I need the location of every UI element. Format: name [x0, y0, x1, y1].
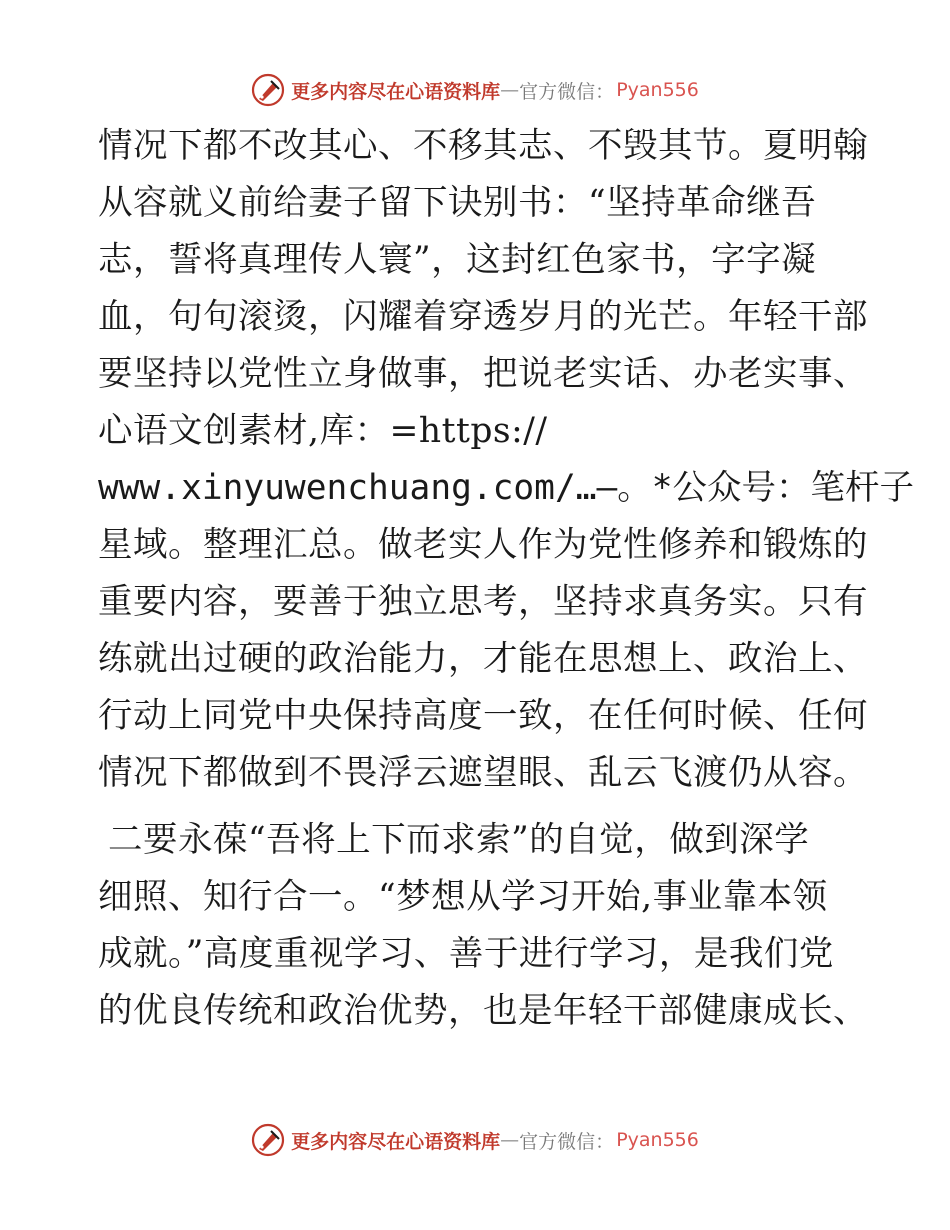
text-line-url: www.xinyuwenchuang.com/…—。*公众号：笔杆子 [98, 468, 915, 508]
header-banner [0, 70, 950, 110]
banner-wechat-handle: Pyan556 [616, 1129, 699, 1151]
banner-wechat-handle: Pyan556 [616, 79, 699, 101]
banner-wechat-label: 官方微信： [519, 80, 615, 103]
document-body [98, 118, 915, 1040]
banner-brand-text: 更多内容尽在心语资料库 [291, 80, 501, 103]
text-line: 志，誓将真理传人寰”，这封红色家书，字字凝 [98, 240, 817, 280]
pen-nib-logo-icon [251, 73, 285, 107]
text-line: 二要永葆“吾将上下而求索”的自觉，做到深学 [108, 820, 810, 860]
banner-wechat-label: 官方微信： [519, 1130, 615, 1153]
banner-brand-text: 更多内容尽在心语资料库 [291, 1130, 501, 1153]
text-line: 练就出过硬的政治能力，才能在思想上、政治上、 [98, 639, 868, 679]
text-line: 要坚持以党性立身做事，把说老实话、办老实事、 [98, 354, 868, 394]
pen-nib-logo-icon [251, 1123, 285, 1157]
text-line: 心语文创素材,库：=https:// [98, 411, 548, 451]
text-line: 星域。整理汇总。做老实人作为党性修养和锻炼的 [98, 525, 868, 565]
paragraph-1 [98, 118, 915, 802]
text-line: 情况下都不改其心、不移其志、不毁其节。夏明翰 [98, 126, 868, 166]
text-line: 成就。”高度重视学习、善于进行学习，是我们党 [98, 934, 834, 974]
text-line: 细照、知行合一。“梦想从学习开始,事业靠本领 [98, 877, 828, 917]
text-line: 重要内容，要善于独立思考，坚持求真务实。只有 [98, 582, 868, 622]
paragraph-2 [98, 812, 868, 1040]
text-line: 情况下都做到不畏浮云遮望眼、乱云飞渡仍从容。 [98, 753, 868, 793]
banner-dash: — [500, 79, 520, 101]
text-line: 从容就义前给妻子留下诀别书：“坚持革命继吾 [98, 183, 817, 223]
text-line: 的优良传统和政治优势，也是年轻干部健康成长、 [98, 991, 868, 1031]
footer-banner [0, 1120, 950, 1160]
text-line: 血，句句滚烫，闪耀着穿透岁月的光芒。年轻干部 [98, 297, 868, 337]
text-line: 行动上同党中央保持高度一致，在任何时候、任何 [98, 696, 868, 736]
banner-dash: — [500, 1129, 520, 1151]
